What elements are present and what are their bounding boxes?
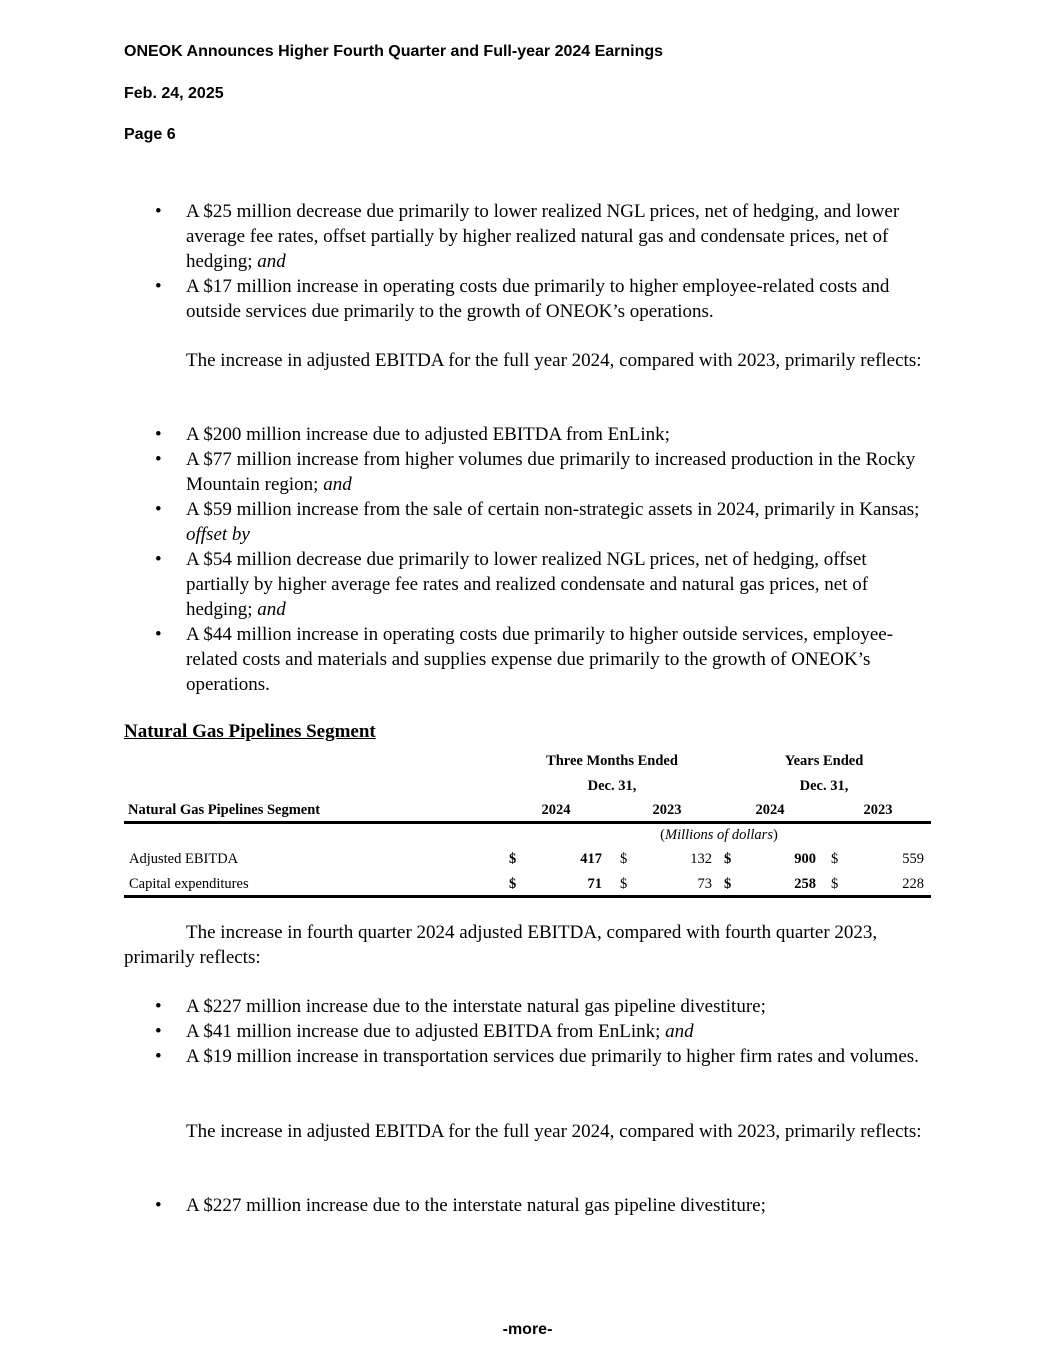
currency-symbol: $ [831,851,839,867]
table-cell: 559 [902,851,924,867]
list-item [124,1019,934,1044]
list-item [124,994,934,1019]
table-year-header: 2023 [863,802,893,818]
bullet-marker: • [155,1195,162,1216]
list-item [124,274,934,324]
bullet-list-4 [124,1193,934,1218]
bullet-list-2 [124,422,934,697]
table-units-note: (Millions of dollars) [660,827,778,843]
table-year-header: 2024 [541,802,571,818]
document-date: Feb. 24, 2025 [124,85,224,102]
table-units-text: Millions of dollars [665,827,773,843]
currency-symbol: $ [724,851,732,867]
bullet-marker: • [155,424,162,445]
table-year-header: 2024 [755,802,785,818]
page-footer: -more- [502,1321,553,1338]
list-item-text: A $54 million decrease due primarily to lower realized NGL prices, net of hedging, offset partially by higher average fee rates and realized condensate and natural gas prices, net of hedging; [186,549,869,620]
table-group-header-three-months: Three Months Ended [546,753,678,769]
bullet-marker: • [155,201,162,222]
bullet-marker: • [155,996,162,1017]
paragraph-fourth-quarter-intro: The increase in fourth quarter 2024 adjusted EBITDA, compared with fourth quarter 2023, primarily reflects: [124,922,878,968]
list-item [124,199,934,274]
bullet-marker: • [155,276,162,297]
table-row-header: Natural Gas Pipelines Segment [128,802,321,818]
currency-symbol: $ [620,876,628,892]
section-title: Natural Gas Pipelines Segment [124,721,376,742]
list-item-text: A $44 million increase in operating costs due primarily to higher outside services, employee-related costs and materials and supplies expense due primarily to the growth of ONEOK’s operations. [186,624,894,695]
paragraph-full-year-intro-2: The increase in adjusted EBITDA for the full year 2024, compared with 2023, primarily reflects: [186,1121,922,1142]
list-item [124,497,934,547]
list-item [124,1193,934,1218]
table-cell: 132 [690,851,712,867]
table-group-header-years: Years Ended [784,753,864,769]
table-year-header: 2023 [652,802,682,818]
list-item-text: A $25 million decrease due primarily to lower realized NGL prices, net of hedging, and lower average fee rates, offset partially by higher realized natural gas and condensate prices, net of hedging; [186,201,900,272]
list-item-text: A $41 million increase due to adjusted EBITDA from EnLink; [186,1021,666,1042]
list-item-text: A $200 million increase due to adjusted EBITDA from EnLink; [186,424,670,445]
table-cell: 258 [794,876,816,892]
list-item-emphasis: and [665,1021,694,1042]
list-item-text: A $227 million increase due to the interstate natural gas pipeline divestiture; [186,996,766,1017]
currency-symbol: $ [509,851,517,867]
bullet-list-1 [124,199,934,324]
table-cell: 71 [587,876,602,892]
table-header-rule [124,821,931,824]
bullet-marker: • [155,549,162,570]
table-cell: 417 [580,851,602,867]
list-item-emphasis: offset by [186,524,250,545]
list-item-text: A $59 million increase from the sale of certain non-strategic assets in 2024, primarily in Kansas; [186,499,920,520]
list-item-emphasis: and [257,251,286,272]
list-item-text: A $19 million increase in transportation services due primarily to higher firm rates and volumes. [186,1046,919,1067]
bullet-marker: • [155,1046,162,1067]
table-group-header-years-date: Dec. 31, [799,778,849,794]
table-group-header-three-months-date: Dec. 31, [587,778,637,794]
table-cell: 900 [794,851,816,867]
bullet-list-3 [124,994,934,1069]
bullet-marker: • [155,449,162,470]
paragraph-full-year-intro-1: The increase in adjusted EBITDA for the full year 2024, compared with 2023, primarily reflects: [186,350,922,371]
list-item [124,1044,934,1069]
currency-symbol: $ [509,876,517,892]
currency-symbol: $ [724,876,732,892]
list-item-text: A $227 million increase due to the interstate natural gas pipeline divestiture; [186,1195,766,1216]
table-cell: 73 [697,876,712,892]
list-item [124,447,934,497]
document-title: ONEOK Announces Higher Fourth Quarter and Full-year 2024 Earnings [124,43,664,60]
currency-symbol: $ [620,851,628,867]
table-cell: 228 [902,876,924,892]
table-row-label: Capital expenditures [129,876,249,892]
bullet-marker: • [155,624,162,645]
list-item-emphasis: and [257,599,286,620]
list-item [124,622,934,697]
list-item-text: A $17 million increase in operating costs due primarily to higher employee-related costs and outside services due primarily to the growth of ONEOK’s operations. [186,276,890,322]
bullet-marker: • [155,1021,162,1042]
currency-symbol: $ [831,876,839,892]
list-item-emphasis: and [323,474,352,495]
page-number: Page 6 [124,126,176,143]
list-item [124,422,934,447]
list-item-text: A $77 million increase from higher volumes due primarily to increased production in the Rocky Mountain region; [186,449,916,495]
table-row-label: Adjusted EBITDA [129,851,239,867]
table-bottom-rule [124,895,931,898]
bullet-marker: • [155,499,162,520]
list-item [124,547,934,622]
